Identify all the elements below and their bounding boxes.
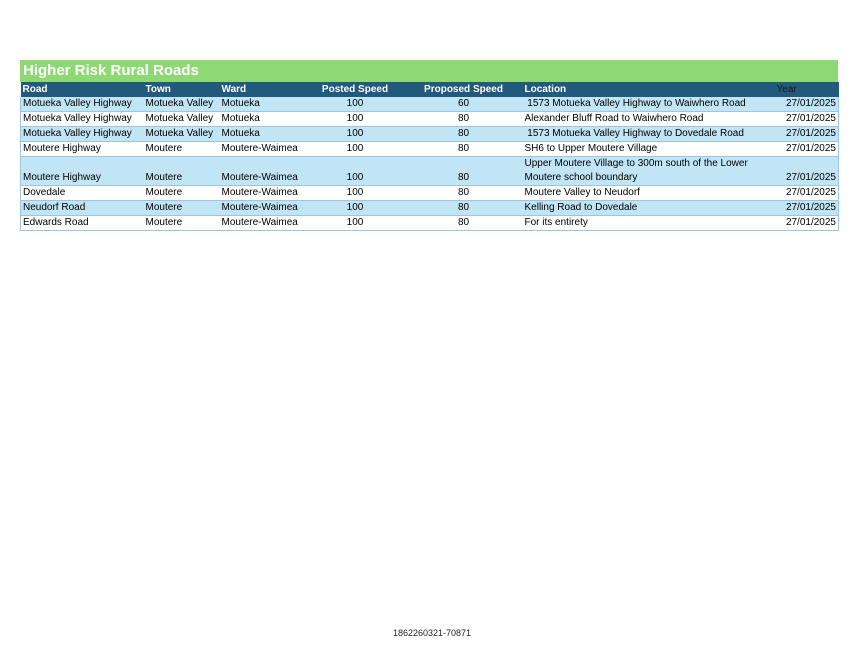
cell-posted-speed: 100 [306, 112, 405, 127]
cell-road: Motueka Valley Highway [21, 112, 144, 127]
table-row [21, 97, 839, 112]
cell-proposed-speed: 80 [405, 201, 523, 216]
cell-location: 1573 Motueka Valley Highway to Dovedale Road [523, 127, 775, 142]
cell-road: Moutere Highway [21, 157, 144, 186]
table-row [21, 142, 839, 157]
cell-road: Neudorf Road [21, 201, 144, 216]
cell-location: Alexander Bluff Road to Waiwhero Road [523, 112, 775, 127]
table-title: Higher Risk Rural Roads [20, 60, 838, 82]
cell-town: Motueka Valley [144, 112, 220, 127]
cell-proposed-speed: 80 [405, 157, 523, 186]
header-road: Road [21, 82, 144, 97]
header-year: Year [775, 82, 839, 97]
cell-road: Moutere Highway [21, 142, 144, 157]
table-row [21, 127, 839, 142]
cell-location: SH6 to Upper Moutere Village [523, 142, 775, 157]
table-row [21, 112, 839, 127]
cell-year: 27/01/2025 [775, 127, 839, 142]
cell-posted-speed: 100 [306, 142, 405, 157]
cell-proposed-speed: 80 [405, 142, 523, 157]
cell-posted-speed: 100 [306, 201, 405, 216]
cell-year: 27/01/2025 [775, 97, 839, 112]
cell-ward: Moutere-Waimea [220, 201, 306, 216]
cell-year: 27/01/2025 [775, 216, 839, 231]
cell-location: Moutere Valley to Neudorf [523, 186, 775, 201]
header-town: Town [144, 82, 220, 97]
cell-location: 1573 Motueka Valley Highway to Waiwhero Road [523, 97, 775, 112]
header-row [21, 82, 839, 97]
cell-proposed-speed: 80 [405, 216, 523, 231]
cell-town: Motueka Valley [144, 97, 220, 112]
cell-ward: Motueka [220, 127, 306, 142]
header-location: Location [523, 82, 775, 97]
cell-proposed-speed: 80 [405, 127, 523, 142]
cell-ward: Moutere-Waimea [220, 216, 306, 231]
cell-town: Motueka Valley [144, 127, 220, 142]
cell-town: Moutere [144, 142, 220, 157]
cell-town: Moutere [144, 216, 220, 231]
cell-proposed-speed: 80 [405, 112, 523, 127]
cell-year: 27/01/2025 [775, 186, 839, 201]
cell-posted-speed: 100 [306, 127, 405, 142]
document-id-footer: 1862260321-70871 [392, 628, 472, 638]
cell-ward: Motueka [220, 97, 306, 112]
cell-year: 27/01/2025 [775, 201, 839, 216]
cell-location: For its entirety [523, 216, 775, 231]
cell-proposed-speed: 60 [405, 97, 523, 112]
cell-location: Upper Moutere Village to 300m south of the Lower Moutere school boundary [523, 157, 775, 186]
roads-table [20, 82, 839, 231]
cell-posted-speed: 100 [306, 216, 405, 231]
cell-ward: Moutere-Waimea [220, 186, 306, 201]
table-row [21, 186, 839, 201]
cell-posted-speed: 100 [306, 157, 405, 186]
cell-town: Moutere [144, 186, 220, 201]
cell-year: 27/01/2025 [775, 142, 839, 157]
header-proposed-speed: Proposed Speed [405, 82, 523, 97]
cell-posted-speed: 100 [306, 186, 405, 201]
cell-year: 27/01/2025 [775, 112, 839, 127]
cell-road: Dovedale [21, 186, 144, 201]
table-row [21, 216, 839, 231]
spreadsheet [20, 60, 838, 231]
cell-road: Motueka Valley Highway [21, 127, 144, 142]
cell-ward: Moutere-Waimea [220, 142, 306, 157]
cell-town: Moutere [144, 157, 220, 186]
cell-year: 27/01/2025 [775, 157, 839, 186]
cell-road: Edwards Road [21, 216, 144, 231]
table-row [21, 157, 839, 186]
table-row [21, 201, 839, 216]
cell-proposed-speed: 80 [405, 186, 523, 201]
header-ward: Ward [220, 82, 306, 97]
cell-road: Motueka Valley Highway [21, 97, 144, 112]
cell-town: Moutere [144, 201, 220, 216]
cell-ward: Motueka [220, 112, 306, 127]
cell-location: Kelling Road to Dovedale [523, 201, 775, 216]
cell-posted-speed: 100 [306, 97, 405, 112]
header-posted-speed: Posted Speed [306, 82, 405, 97]
cell-ward: Moutere-Waimea [220, 157, 306, 186]
